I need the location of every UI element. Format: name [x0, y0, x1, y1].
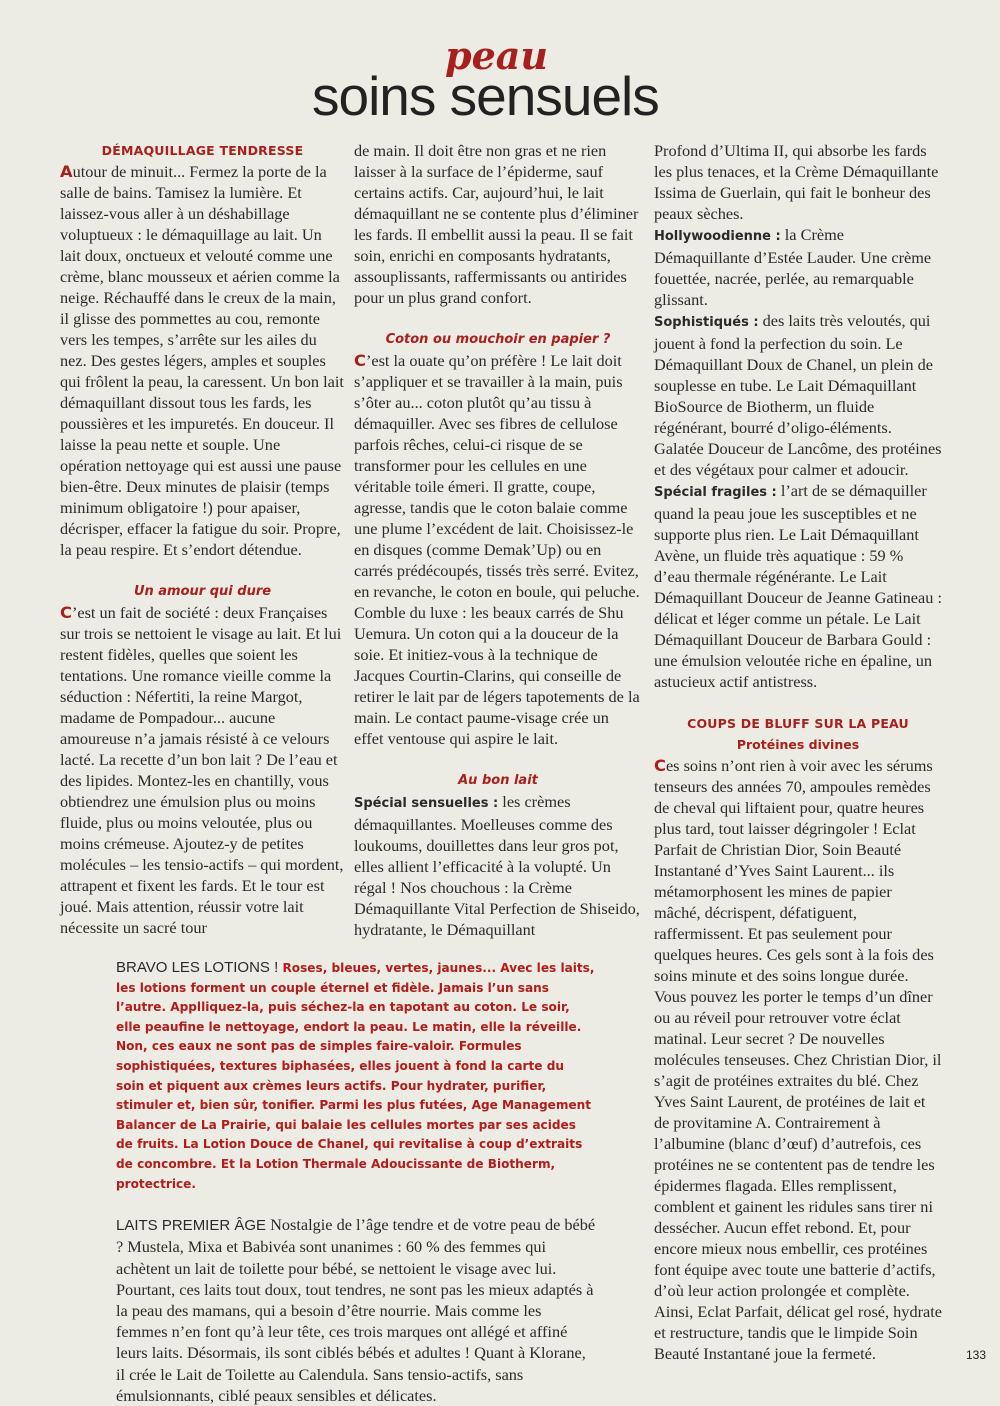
paragraph-bon-lait [354, 791, 642, 940]
paragraph-text: Nostalgie de l’âge tendre et de votre peau de bébé ? Mustela, Mixa et Babivéa sont unanimes : 60 % des femmes qui achètent un lait de toilette pour bébé, se nettoient le visage avec lui. Pourtant, ces laits tout doux, tout tendres, ne sont pas les mieux adaptés à la peau des mamans, qui a besoin d’être nourrie. Mais comme les femmes n’en font qu’à leur tête, ces trois marques ont allégé et affiné leurs laits. Désormais, ils sont ciblés bébés et adultes ! Quant à Klorane, il crée le Lait de Toilette au Calendula. Sans tensio-actifs, sans émulsionnants, ciblé peaux sensibles et délicates. [116, 1215, 596, 1405]
paragraph-text: ’est la ouate qu’on préfère ! Le lait doit s’appliquer et se travailler à la main, puis s’ôter au... coton plutôt qu’au tissu à démaquiller. Avec ses fibres de cellulose parfois rêches, celui-ci risque de se transformer pour les cellules en une véritable toile émeri. Il gratte, coupe, agresse, tandis que le coton balaie comme une plume l’excédent de lait. Choisissez-le en disques (comme Demak’Up) ou en carrés prédécoupés, tissés très serré. Evitez, en revanche, le coton en boule, qui peluche. Comble du luxe : les beaux carrés de Shu Uemura. Un coton qui a la douceur de la soie. Et initiez-vous à la technique de Jacques Courtin-Clarins, qui conseille de retirer le lait par de légers tapotements de la main. Le contact paume-visage crée un effet ventouse qui aspire le lait. [354, 351, 640, 748]
paragraph-text: les crèmes démaquillantes. Moelleuses comme des loukoums, douillettes dans leur gros pot, elles allient l’efficacité à la volupté. Un régal ! Nos chouchous : la Crème Démaquillante Vital Perfection de Shiseido, hydratante, le Démaquillant [354, 792, 640, 939]
subheading-amour: Un amour qui dure [133, 584, 272, 599]
paragraph-sophistiques [654, 310, 942, 480]
box-label: LAITS PREMIER ÂGE [116, 1217, 267, 1235]
subheading-coton: Coton ou mouchoir en papier ? [385, 332, 611, 347]
paragraph-hollywoodienne [654, 224, 942, 310]
column-3 [654, 140, 942, 1364]
article-title: soins sensuels [312, 65, 659, 127]
lead-tag: Spécial sensuelles : [354, 796, 499, 811]
column-2 [354, 140, 642, 940]
paragraph-text: ’est un fait de société : deux Françaises sur trois se nettoient le visage au lait. Et lui restent fidèles, quelles que soient les tentations. Une romance vieille comme la séduction : Néfertiti, la reine Margot, madame de Pompadour... aucune amoureuse n’a jamais résisté à ce velours lacté. La recette d’un bon lait ? De l’eau et des lipides. Montez-les en chantilly, vous obtiendrez une émulsion plus ou moins fluide, plus ou moins veloutée, plus ou moins crémeuse. Ajoutez-y de petites molécules – les tensio-actifs – qui mordent, attrapent et fixent les fards. Et le tour est joué. Mais attention, réussir votre lait nécessite un sacré tour [60, 603, 344, 937]
paragraph-text: des laits très veloutés, qui jouent à fond la perfection du soin. Le Démaquillant Doux de Chanel, un plein de souplesse en tube. Le Lait Démaquillant BioSource de Biotherm, un fluide régénérant, bourré d’oligo-éléments. Galatée Douceur de Lancôme, des protéines et des végétaux pour calmer et adoucir. [654, 311, 942, 479]
box-label: BRAVO LES LOTIONS ! [116, 959, 279, 976]
subheading-demaquillage: DÉMAQUILLAGE TENDRESSE [101, 143, 304, 158]
paragraph-text: utour de minuit... Fermez la porte de la salle de bains. Tamisez la lumière. Et laissez-vous aller à un déshabillage voluptueux : le démaquillage au lait. Un lait doux, onctueux et velouté comme une crème, blanc mousseux et aérien comme la neige. Réchauffé dans le creux de la main, il glisse des pommettes au cou, remonte vers les tempes, s’arrête sur les ailes du nez. Des gestes légers, amples et souples qui frôlent la peau, la caressent. Un bon lait démaquillant dissout tous les fards, les poussières et les impuretés. En douceur. Il laisse la peau nette et souple. Une opération nettoyage qui est aussi une pause bien-être. Deux minutes de plaisir (temps minimum obligatoire !) pour apaiser, décrisper, effacer la fatigue du soir. Propre, la peau respire. Et s’endort détendue. [60, 162, 344, 559]
subheading-bluff: COUPS DE BLUFF SUR LA PEAU [687, 716, 909, 731]
subheading-proteines: Protéines divines [736, 737, 860, 752]
paragraph-demaquillage [60, 161, 345, 560]
page-number: 133 [966, 1348, 987, 1362]
paragraph-continuation: de main. Il doit être non gras et ne rien laisser à la surface de l’épiderme, sauf certains actifs. Car, aujourd’hui, le lait démaquillant ne se contente plus d’éliminer les fards. Il embellit aussi la peau. Il se fait soin, enrichi en composants hydratants, assouplissants, raffermissants ou antirides pour un plus grand confort. [354, 141, 639, 307]
box-highlight-text: Roses, bleues, vertes, jaunes... Avec les laits, les lotions forment un couple éternel et fidèle. Jamais l’un sans l’autre. Applliquez-la, puis séchez-la en tapotant au coton. Le soir, elle peaufine le nettoyage, endort la peau. Le matin, elle la réveille. Non, ces eaux ne sont pas de simples faire-valoir. Formules sophistiquées, textures biphasées, elles jouent à fond la carte du soin et piquent aux crèmes leurs actifs. Pour hydrater, purifier, stimuler et, bien sûr, tonifier. Parmi les plus futées, Age Management Balancer de La Prairie, qui balaie les cellules mortes par ses acides de fruits. La Lotion Douce de Chanel, qui revitalise à coup d’extraits de concombre. Et la Lotion Thermale Adoucissante de Biotherm, protectrice. [116, 961, 595, 1191]
lead-tag: Sophistiqués : [654, 315, 759, 330]
drop-letter: C [60, 603, 72, 622]
paragraph-lotions [116, 958, 596, 1194]
page-header [0, 33, 1000, 136]
paragraph-fragiles [654, 480, 942, 692]
paragraph-bluff [654, 755, 942, 1364]
paragraph-continuation: Profond d’Ultima II, qui absorbe les fards les plus tenaces, et la Crème Démaquillante Issima de Guerlain, qui fait le bonheur des peaux sèches. [654, 141, 939, 223]
lead-tag: Hollywoodienne : [654, 229, 781, 244]
subheading-bon-lait: Au bon lait [458, 773, 538, 788]
column-1 [60, 140, 345, 938]
sidebar-box [116, 958, 596, 1406]
section-kicker: peau [445, 33, 548, 78]
drop-letter: C [654, 756, 666, 775]
paragraph-amour [60, 602, 345, 938]
paragraph-coton [354, 350, 642, 749]
drop-letter: A [60, 162, 73, 181]
paragraph-text: es soins n’ont rien à voir avec les sérums tenseurs des années 70, ampoules remèdes de cheval qui liftaient pour, quatre heures plus tard, tout laisser dégringoler ! Eclat Parfait de Christian Dior, Soin Beauté Instantané d’Yves Saint Laurent... ils métamorphosent les mines de papier mâché, décrispent, défatiguent, raffermissent. Et pas seulement pour quelques heures. Ces gels sont à la fois des soins minute et des soins longue durée. Vous pouvez les porter le temps d’un dîner ou au réveil pour retrouver votre éclat matinal. Leur secret ? De nouvelles molécules tenseuses. Chez Christian Dior, il s’agit de protéines extraites du blé. Chez Yves Saint Laurent, de protéines de lait et de provitamine A. Contrairement à l’albumine (blanc d’œuf) d’autrefois, ces protéines ne se contentent pas de tendre les épidermes flagada. Elles remplissent, comblent et gainent les ridules sans tirer ni dessécher. Aucun effet rebond. Et, pour encore mieux nous embellir, ces protéines font équipe avec toute une batterie d’actifs, d’où leur action prolongée et complète. Ainsi, Eclat Parfait, délicat gel rosé, hydrate et restructure, tandis que le limpide Soin Beauté Instantané joue la fermeté. [654, 756, 942, 1363]
paragraph-text: l’art de se démaquiller quand la peau joue les susceptibles et ne supporte plus rien. Le Lait Démaquillant Avène, un fluide très aquatique : 59 % d’eau thermale régénérante. Le Lait Démaquillant Douceur de Jeanne Gatineau : délicat et léger comme un pétale. Le Lait Démaquillant Douceur de Barbara Gould : une émulsion veloutée riche en épaline, un astucieux actif antistress. [654, 481, 942, 691]
drop-letter: C [354, 351, 366, 370]
lead-tag: Spécial fragiles : [654, 485, 777, 500]
paragraph-text: la Crème Démaquillante d’Estée Lauder. Une crème fouettée, nacrée, perlée, au remarquable glissant. [654, 225, 932, 309]
paragraph-laits [116, 1214, 596, 1406]
